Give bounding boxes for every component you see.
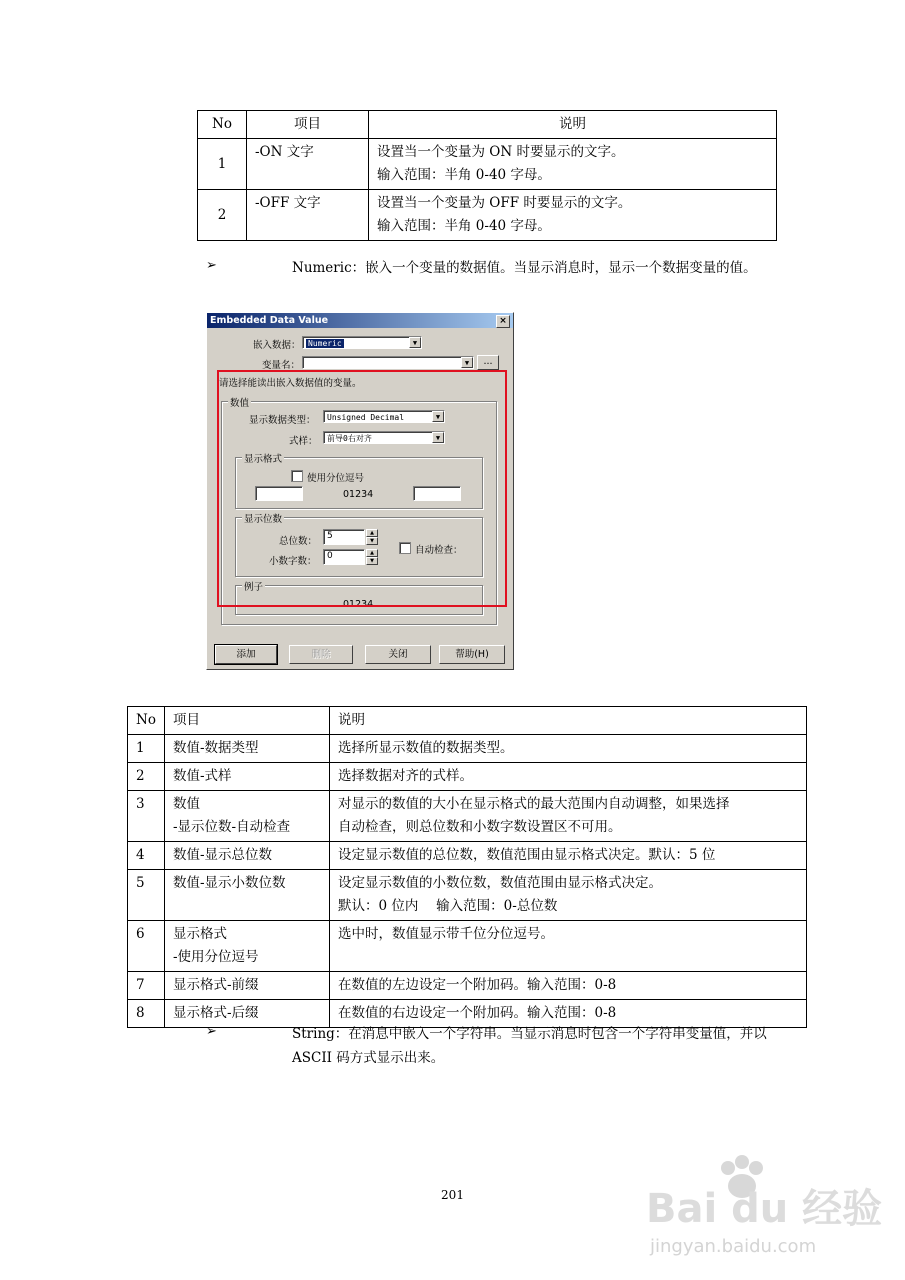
dialog-title-bar (207, 313, 513, 328)
cell-desc (330, 842, 807, 870)
embed-data-label: 嵌入数据： (253, 340, 301, 351)
numeric-description: Numeric：嵌入一个变量的数据值。当显示消息时，显示一个数据变量的值。 (292, 260, 757, 276)
bullet-arrow-icon: ➢ (206, 258, 217, 273)
item-line: 数值-显示总位数 (173, 847, 273, 863)
item-line: 数值-式样 (173, 768, 232, 784)
decimal-digits-label: 小数字数： (269, 556, 317, 567)
embed-data-select[interactable] (302, 336, 422, 349)
data-type-label: 显示数据类型： (249, 415, 316, 426)
chevron-down-icon[interactable]: ▼ (461, 357, 473, 368)
dialog-title: Embedded Data Value (210, 315, 329, 326)
table-row (128, 921, 807, 972)
cell-desc (330, 921, 807, 972)
desc-line: 选中时，数值显示带千位分位逗号。 (338, 926, 554, 942)
item-line: 数值-显示小数位数 (173, 875, 286, 891)
cell-desc (330, 972, 807, 1000)
group-value-label: 数值 (228, 395, 251, 409)
spin-down-icon[interactable]: ▼ (366, 557, 378, 565)
cell-item (165, 842, 330, 870)
item-line: -显示位数-自动检查 (173, 819, 291, 835)
desc-line: 对显示的数值的大小在显示格式的最大范围内自动调整，如果选择 (338, 796, 730, 812)
table-row (128, 870, 807, 921)
embed-data-value: Numeric (308, 339, 342, 348)
group-digits-label: 显示位数 (242, 511, 284, 525)
cell-no: 2 (128, 763, 165, 791)
cell-no: 1 (128, 735, 165, 763)
use-comma-label: 使用分位逗号 (307, 473, 365, 484)
string-description: String：在消息中嵌入一个字符串。当显示消息时包含一个字符串变量值，并以 ASCII 码方式显示出来。 (292, 1026, 767, 1066)
table-row (198, 139, 777, 190)
style-label: 式样： (289, 436, 318, 447)
item-line: 显示格式 (173, 926, 227, 942)
desc-line: 选择所显示数值的数据类型。 (338, 740, 514, 756)
total-digits-input[interactable]: 5 (323, 529, 365, 545)
total-digits-label: 总位数： (279, 536, 318, 547)
cell-desc (369, 139, 777, 190)
data-type-value: Unsigned Decimal (327, 413, 405, 422)
cell-desc (369, 190, 777, 241)
item-line: 显示格式-前缀 (173, 977, 259, 993)
close-button[interactable]: 关闭 (365, 645, 431, 664)
watermark-brand: Bai du 经验 (646, 1186, 883, 1232)
add-button[interactable]: 添加 (215, 645, 277, 664)
highlight-box (217, 370, 507, 607)
help-button[interactable]: 帮助(H) (439, 645, 505, 664)
group-example-label: 例子 (242, 579, 265, 593)
table-numeric-settings (127, 706, 807, 1028)
cell-no: 7 (128, 972, 165, 1000)
delete-button[interactable]: 删除 (289, 645, 353, 664)
header-item: 项目 (247, 111, 369, 139)
desc-line: 输入范围：半角 0-40 字母。 (377, 167, 551, 183)
desc-line: 在数值的右边设定一个附加码。输入范围：0-8 (338, 1005, 617, 1021)
desc-line: 在数值的左边设定一个附加码。输入范围：0-8 (338, 977, 617, 993)
table-row (128, 735, 807, 763)
cell-no: 5 (128, 870, 165, 921)
spin-up-icon[interactable]: ▲ (366, 529, 378, 537)
baidu-watermark-logo (640, 1150, 883, 1260)
desc-line: 自动检查，则总位数和小数字数设置区不可用。 (338, 819, 622, 835)
header-no: No (198, 111, 247, 139)
desc-line: 设置当一个变量为 OFF 时要显示的文字。 (377, 195, 632, 211)
auto-check-label: 自动检查： (415, 545, 463, 556)
cell-item (165, 972, 330, 1000)
format-sample: 01234 (343, 489, 374, 500)
example-value: 01234 (343, 599, 374, 610)
spin-down-icon[interactable]: ▼ (366, 537, 378, 545)
spin-up-icon[interactable]: ▲ (366, 549, 378, 557)
item-line: 显示格式-后缀 (173, 1005, 259, 1021)
table-header-row (128, 707, 807, 735)
table-row (198, 190, 777, 241)
chevron-down-icon[interactable]: ▼ (432, 411, 444, 422)
cell-no: 8 (128, 1000, 165, 1028)
table-row (128, 791, 807, 842)
cell-item (165, 735, 330, 763)
variable-select[interactable] (302, 356, 474, 369)
desc-line: 选择数据对齐的式样。 (338, 768, 473, 784)
header-item: 项目 (165, 707, 330, 735)
cell-item (165, 791, 330, 842)
desc-line: 设定显示数值的小数位数，数值范围由显示格式决定。 (338, 875, 662, 891)
watermark-url: jingyan.baidu.com (650, 1236, 817, 1257)
cell-desc (330, 763, 807, 791)
group-format-label: 显示格式 (242, 451, 284, 465)
cell-desc (330, 735, 807, 763)
table-header-row (198, 111, 777, 139)
desc-line: 设定显示数值的总位数，数值范围由显示格式决定。默认：5 位 (338, 847, 716, 863)
style-value: 前导0右对齐 (327, 434, 372, 443)
chevron-down-icon[interactable]: ▼ (409, 337, 421, 348)
table-row (128, 842, 807, 870)
cell-item (165, 763, 330, 791)
header-desc: 说明 (369, 111, 777, 139)
cell-desc (330, 791, 807, 842)
close-icon[interactable]: × (496, 315, 510, 328)
bullet-arrow-icon: ➢ (206, 1024, 217, 1039)
cell-no: 3 (128, 791, 165, 842)
browse-button[interactable]: ... (477, 355, 499, 370)
cell-item (165, 921, 330, 972)
chevron-down-icon[interactable]: ▼ (432, 432, 444, 443)
cell-item: -OFF 文字 (247, 190, 369, 241)
cell-no: 1 (198, 139, 247, 190)
item-line: 数值-数据类型 (173, 740, 259, 756)
table-row (128, 763, 807, 791)
page-number: 201 (441, 1188, 464, 1202)
desc-line: 输入范围：半角 0-40 字母。 (377, 218, 551, 234)
decimal-digits-input[interactable]: 0 (323, 549, 365, 565)
cell-item (165, 870, 330, 921)
table-row (128, 972, 807, 1000)
header-no: No (128, 707, 165, 735)
desc-line: 设置当一个变量为 ON 时要显示的文字。 (377, 144, 625, 160)
cell-no: 4 (128, 842, 165, 870)
item-line: -使用分位逗号 (173, 949, 259, 965)
desc-line: 默认：0 位内 输入范围：0-总位数 (338, 898, 558, 914)
cell-no: 2 (198, 190, 247, 241)
variable-label: 变量名： (262, 360, 301, 371)
cell-no: 6 (128, 921, 165, 972)
table-on-off-text (197, 110, 777, 241)
variable-hint: 请选择能读出嵌入数据值的变量。 (219, 378, 362, 389)
header-desc: 说明 (330, 707, 807, 735)
item-line: 数值 (173, 796, 200, 812)
cell-item: -ON 文字 (247, 139, 369, 190)
cell-desc (330, 870, 807, 921)
